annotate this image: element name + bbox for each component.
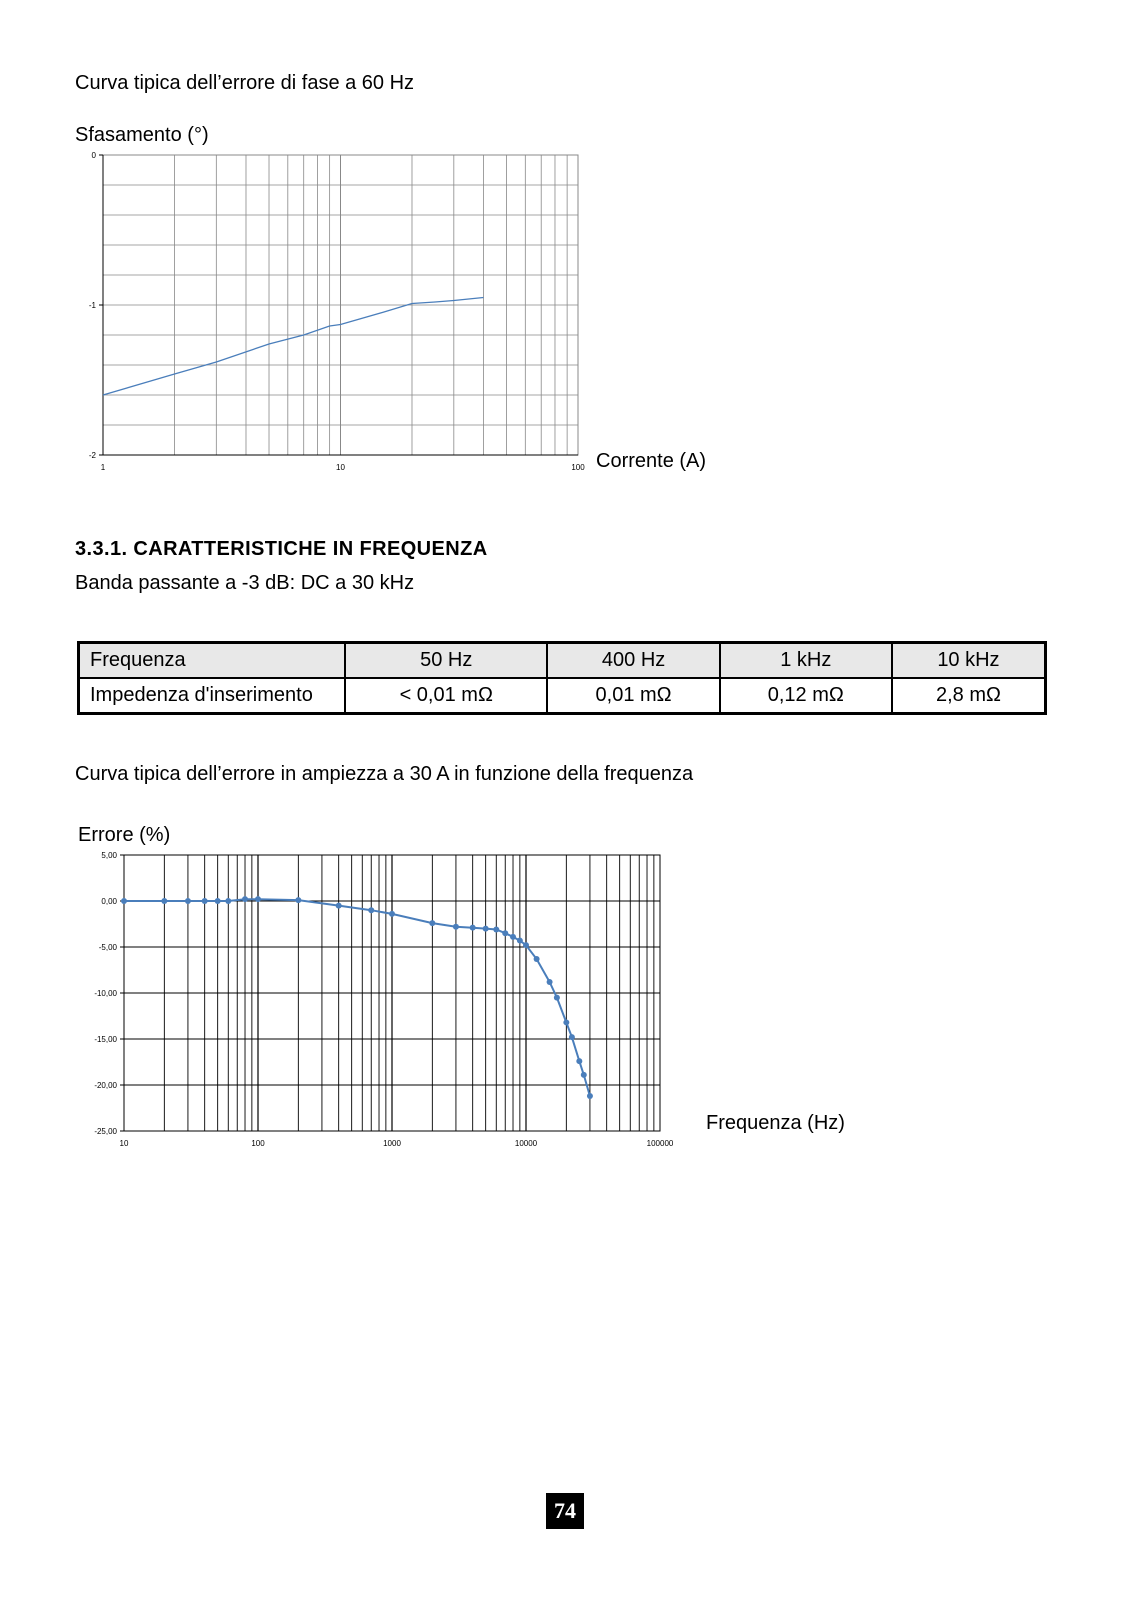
y-tick-label: -20,00 — [94, 1081, 117, 1090]
data-point — [215, 898, 221, 904]
y-axis-label: Sfasamento (°) — [75, 124, 209, 146]
data-point — [336, 903, 342, 909]
table-cell: 0,12 mΩ — [720, 678, 892, 714]
y-tick-label: -5,00 — [98, 943, 117, 952]
table-cell: < 0,01 mΩ — [345, 678, 547, 714]
data-point — [569, 1034, 575, 1040]
x-axis-label: Corrente (A) — [596, 450, 707, 472]
data-point — [121, 898, 127, 904]
data-point — [510, 934, 516, 940]
data-point — [453, 924, 459, 930]
amplitude-error-chart — [70, 822, 870, 1162]
x-tick-label: 100 — [251, 1139, 265, 1148]
impedance-table — [77, 641, 1047, 715]
data-point — [185, 898, 191, 904]
data-point — [389, 911, 395, 917]
data-point — [547, 979, 553, 985]
table-cell: 0,01 mΩ — [547, 678, 719, 714]
data-point — [161, 898, 167, 904]
section-heading: 3.3.1. CARATTERISTICHE IN FREQUENZA — [75, 538, 488, 560]
y-tick-label: -15,00 — [94, 1035, 117, 1044]
bandwidth-text: Banda passante a -3 dB: DC a 30 kHz — [75, 572, 415, 594]
y-axis-label: Errore (%) — [78, 824, 171, 846]
page-number: 74 — [546, 1493, 584, 1529]
x-tick-label: 100 — [571, 463, 585, 472]
phase-error-chart — [70, 115, 730, 485]
y-tick-label: -2 — [88, 451, 96, 460]
data-point — [563, 1019, 569, 1025]
data-point — [202, 898, 208, 904]
data-point — [242, 896, 248, 902]
data-point — [523, 942, 529, 948]
table-cell: 10 kHz — [892, 643, 1046, 679]
data-point — [368, 907, 374, 913]
table-cell: 50 Hz — [345, 643, 547, 679]
x-tick-label: 10 — [119, 1139, 129, 1148]
data-point — [517, 938, 523, 944]
data-point — [470, 925, 476, 931]
y-tick-label: 0,00 — [101, 897, 117, 906]
data-point — [429, 920, 435, 926]
x-tick-label: 1000 — [383, 1139, 401, 1148]
table-cell: 2,8 mΩ — [892, 678, 1046, 714]
x-tick-label: 10 — [336, 463, 345, 472]
x-tick-label: 10000 — [514, 1139, 538, 1148]
table-cell: Impedenza d'inserimento — [79, 678, 346, 714]
x-tick-label: 100000 — [646, 1139, 674, 1148]
table-row — [79, 678, 1046, 714]
data-point — [587, 1093, 593, 1099]
x-tick-label: 1 — [100, 463, 106, 472]
phase-chart-caption: Curva tipica dell’errore di fase a 60 Hz — [75, 72, 415, 94]
table-cell: Frequenza — [79, 643, 346, 679]
y-tick-label: -10,00 — [94, 989, 117, 998]
data-point — [534, 956, 540, 962]
table-cell: 1 kHz — [720, 643, 892, 679]
data-point — [493, 927, 499, 933]
data-series-line — [103, 298, 484, 396]
data-point — [225, 898, 231, 904]
data-point — [581, 1072, 587, 1078]
x-axis-label: Frequenza (Hz) — [706, 1112, 845, 1134]
data-point — [483, 926, 489, 932]
data-point — [255, 896, 261, 902]
y-tick-label: -1 — [88, 301, 96, 310]
y-tick-label: 5,00 — [101, 851, 117, 860]
y-tick-label: -25,00 — [94, 1127, 117, 1136]
amplitude-chart-caption: Curva tipica dell’errore in ampiezza a 30 A in funzione della frequenza — [75, 763, 694, 785]
table-row — [79, 643, 1046, 679]
data-point — [295, 897, 301, 903]
table-cell: 400 Hz — [547, 643, 719, 679]
y-tick-label: 0 — [91, 151, 96, 160]
data-point — [502, 930, 508, 936]
data-point — [576, 1058, 582, 1064]
data-point — [554, 995, 560, 1001]
